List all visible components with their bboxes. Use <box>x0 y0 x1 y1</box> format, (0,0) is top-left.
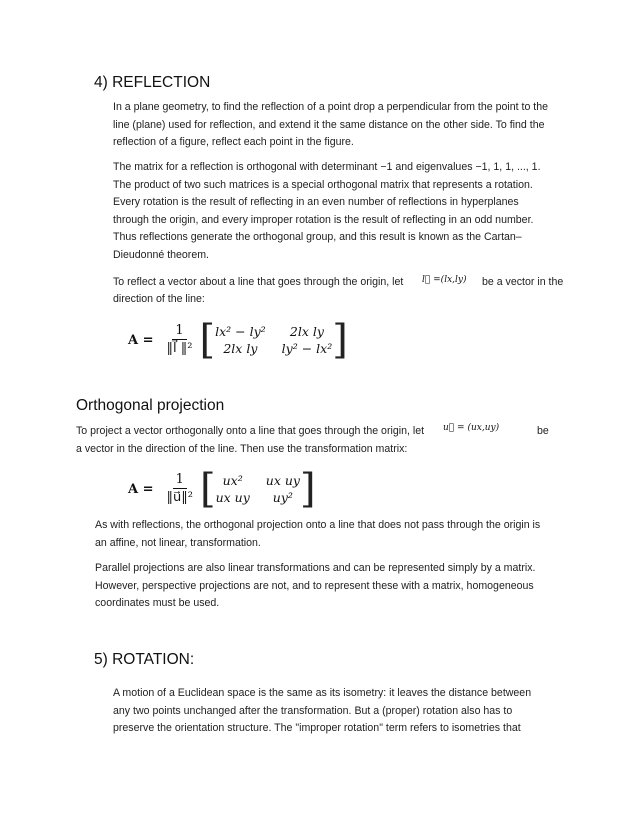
text-line: However, perspective projections are not, and to represent these with a matrix, homogeneous <box>95 579 534 592</box>
vector-l-inline-math: l⃗ =(lx,ly) <box>422 275 467 285</box>
matrix-entries <box>215 324 332 356</box>
projection-line1-start: To project a vector orthogonally onto a line that goes through the origin, let <box>76 425 425 437</box>
reflection-p3-line2: direction of the line: <box>113 293 205 305</box>
matrix-entry: ux² <box>222 473 243 488</box>
vector-u-inline-math: u⃗ = (ux,uy) <box>443 423 500 433</box>
matrix-entry: lx² − ly² <box>215 324 266 339</box>
text-line: preserve the orientation structure. The "improper rotation" term refers to isometries that <box>113 722 521 734</box>
matrix-entries <box>216 473 300 505</box>
matrix-entry: ux uy <box>265 473 300 488</box>
matrix-entry: 2lx ly <box>289 324 324 339</box>
text-line: line (plane) used for reflection, and extend it the same distance on the other side. To find the <box>113 118 545 131</box>
reflection-paragraph-2 <box>113 159 583 264</box>
text-line: Dieudonné theorem. <box>113 248 209 261</box>
text-line: any two points unchanged after the transformation. But a (proper) rotation also has to <box>113 704 513 717</box>
formula-lhs: A = <box>128 481 154 497</box>
left-bracket: [ <box>199 466 216 512</box>
reflection-paragraph-1 <box>113 99 583 152</box>
matrix-entry: ly² − lx² <box>281 341 333 356</box>
text-line: Every rotation is the result of reflecting in an even number of reflections in hyperplanes <box>113 196 519 208</box>
section-heading-orthogonal-projection: Orthogonal projection <box>76 397 225 414</box>
text-line: through the origin, and every improper rotation is the result of reflecting in an odd number. <box>113 213 534 226</box>
reflection-p3-line1-end: be a vector in the <box>482 276 564 288</box>
text-line: The matrix for a reflection is orthogonal with determinant −1 and eigenvalues −1, 1, 1, ..., 1. <box>113 161 541 173</box>
fraction-denominator: ‖u⃗‖² <box>166 489 193 505</box>
projection-paragraph-1 <box>95 517 595 552</box>
text-line: an affine, not linear, transformation. <box>95 536 261 549</box>
right-bracket: ] <box>299 466 316 512</box>
section-heading-rotation: 5) ROTATION: <box>94 651 195 668</box>
projection-paragraph-2 <box>95 560 595 613</box>
rotation-paragraph-1 <box>113 685 583 738</box>
left-bracket: [ <box>199 317 216 363</box>
matrix-entry: ux uy <box>215 490 250 505</box>
reflection-matrix-formula <box>128 318 348 362</box>
text-line: reflection of a figure, reflect each point in the figure. <box>113 136 354 148</box>
fraction-numerator: 1 <box>172 323 186 340</box>
projection-line1-end: be <box>537 425 549 437</box>
matrix-entry: uy² <box>272 490 293 505</box>
right-bracket: ] <box>332 317 348 363</box>
fraction-denominator: ‖l⃗ ‖² <box>166 340 193 356</box>
fraction-numerator: 1 <box>173 472 187 489</box>
projection-line2: a vector in the direction of the line. Then use the transformation matrix: <box>76 443 408 455</box>
text-line: coordinates must be used. <box>95 597 220 609</box>
matrix-entry: 2lx ly <box>223 341 258 356</box>
text-line: The product of two such matrices is a special orthogonal matrix that represents a rotation. <box>113 178 533 191</box>
formula-fraction <box>164 472 196 507</box>
text-line: As with reflections, the orthogonal projection onto a line that does not pass through the origin is <box>95 519 541 531</box>
formula-fraction <box>164 323 196 358</box>
section-heading-reflection: 4) REFLECTION <box>94 74 211 91</box>
text-line: Parallel projections are also linear transformations and can be represented simply by a matrix. <box>95 562 536 574</box>
text-line: A motion of a Euclidean space is the same as its isometry: it leaves the distance between <box>113 687 532 699</box>
text-line: Thus reflections generate the orthogonal group, and this result is known as the Cartan– <box>113 231 522 243</box>
formula-lhs: A = <box>128 332 154 348</box>
projection-matrix-formula <box>128 467 316 511</box>
text-line: In a plane geometry, to find the reflection of a point drop a perpendicular from the point to the <box>113 101 549 113</box>
reflection-p3-line1-start: To reflect a vector about a line that goes through the origin, let <box>113 276 404 288</box>
